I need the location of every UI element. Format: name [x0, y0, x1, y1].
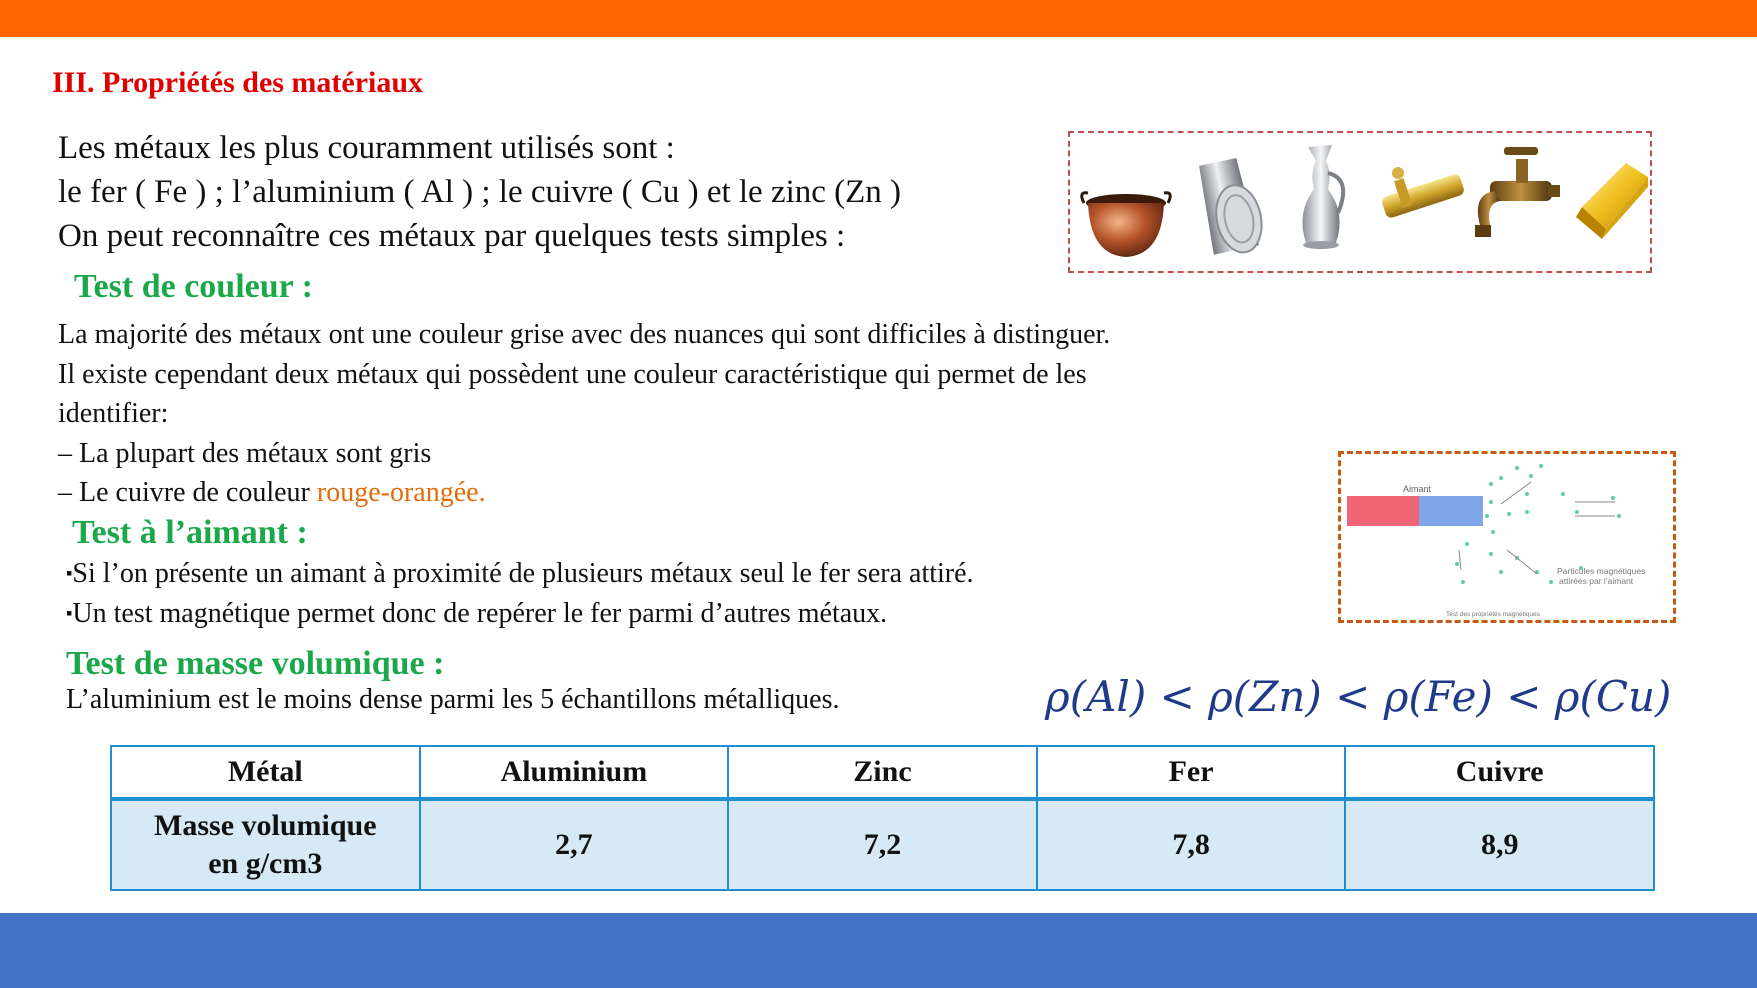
table-row [111, 799, 1654, 890]
bottom-banner [0, 913, 1757, 988]
masse-text: L’aluminium est le moins dense parmi les 5 échantillons métalliques. [66, 684, 840, 715]
couleur-line: Il existe cependant deux métaux qui possèdent une couleur caractéristique qui permet de les [58, 358, 1087, 390]
heading-test-masse: Test de masse volumique : [66, 645, 445, 682]
metals-images [1070, 133, 1650, 271]
aimant-bullet: ▪Un test magnétique permet donc de repérer le fer parmi d’autres métaux. [66, 597, 888, 629]
aimant-paragraph [66, 554, 974, 633]
intro-line: le fer ( Fe ) ; l’aluminium ( Al ) ; le cuivre ( Cu ) et le zinc (Zn ) [58, 174, 902, 210]
top-banner [0, 0, 1757, 37]
table-cell: 7,2 [728, 799, 1037, 890]
table-header-cell: Aluminium [420, 746, 729, 799]
particles-label-2: attirées par l’aimant [1559, 576, 1634, 586]
couleur-line: La majorité des métaux ont une couleur grise avec des nuances qui sont difficiles à distinguer. [58, 319, 1111, 350]
magnet-south-pole [1419, 496, 1483, 526]
magnet-test-figure [1338, 451, 1676, 623]
field-arrows [1459, 482, 1615, 574]
couleur-line-cuivre: – Le cuivre de couleur rouge-orangée. [58, 477, 486, 508]
particles-label-1: Particules magnétiques [1557, 566, 1646, 576]
magnet-figure-caption: Test des propriétés magnétiques [1446, 611, 1540, 618]
density-table [110, 745, 1655, 891]
intro-line: On peut reconnaître ces métaux par quelques tests simples : [58, 218, 846, 254]
couleur-line: identifier: [58, 398, 169, 429]
couleur-line: – La plupart des métaux sont gris [58, 437, 432, 469]
heading-test-aimant: Test à l’aimant : [72, 514, 308, 551]
table-cell: 7,8 [1037, 799, 1346, 890]
table-cell: 8,9 [1345, 799, 1654, 890]
table-header-cell: Zinc [728, 746, 1037, 799]
rouge-orangee-text: rouge-orangée. [316, 477, 486, 508]
intro-line: Les métaux les plus couramment utilisés sont : [58, 130, 675, 166]
brass-faucet-icon [1475, 147, 1560, 237]
metals-images-frame [1068, 131, 1652, 273]
copper-pot-icon [1082, 193, 1171, 257]
tin-can-icon [1195, 157, 1267, 256]
table-row-label: Masse volumique en g/cm3 [111, 799, 420, 890]
magnet-diagram [1341, 454, 1673, 620]
magnet-label: Aimant [1403, 484, 1432, 494]
table-header-cell: Cuivre [1345, 746, 1654, 799]
aimant-bullet: ▪Si l’on présente un aimant à proximité de plusieurs métaux seul le fer sera attiré. [66, 558, 974, 589]
gold-bar-icon [1576, 163, 1648, 239]
couleur-paragraph [58, 315, 1110, 513]
intro-paragraph [58, 126, 901, 258]
section-title: III. Propriétés des matériaux [52, 66, 424, 99]
density-formula: ρ(Al) < ρ(Zn) < ρ(Fe) < ρ(Cu) [1045, 672, 1672, 721]
silver-pitcher-icon [1302, 145, 1343, 249]
table-header-row [111, 746, 1654, 799]
heading-test-couleur: Test de couleur : [74, 268, 313, 305]
table-header-cell: Fer [1037, 746, 1346, 799]
magnet-north-pole [1347, 496, 1419, 526]
brass-pipe-icon [1381, 167, 1466, 219]
table-cell: 2,7 [420, 799, 729, 890]
table-header-cell: Métal [111, 746, 420, 799]
